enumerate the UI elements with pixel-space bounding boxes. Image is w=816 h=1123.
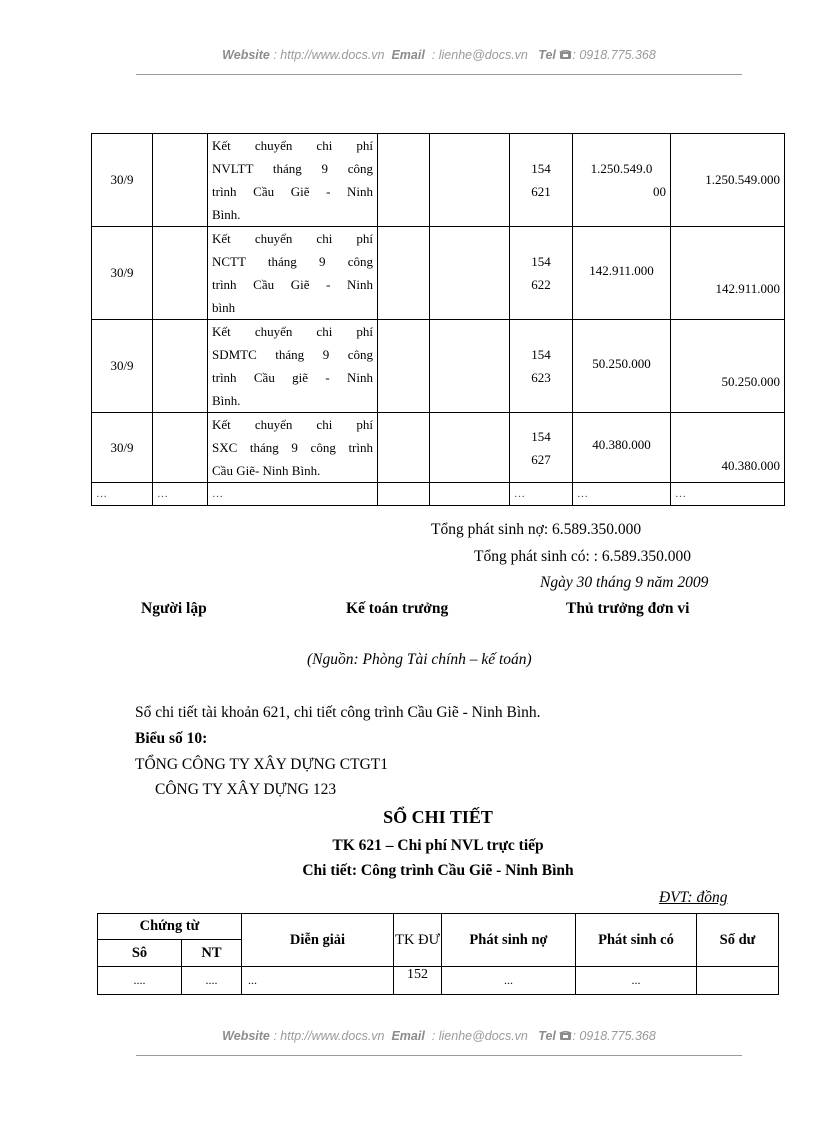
email-value[interactable]: lienhe@docs.vn <box>438 48 528 62</box>
page-header: Website : http://www.docs.vn Email : lienhe@docs.vn Tel : 0918.775.368 <box>222 48 656 62</box>
debit-line: 50.250.000 <box>592 356 651 371</box>
row-blank-2 <box>430 134 510 227</box>
cell-desc: ... <box>242 967 394 995</box>
signature-preparer: Người lập <box>141 600 207 617</box>
phone-icon <box>559 49 572 60</box>
row-description <box>208 134 378 227</box>
description-line: trình Cầu Giẽ - Ninh <box>212 184 373 199</box>
description-line: NVLTT tháng 9 công <box>212 161 373 176</box>
footer-email-label: Email <box>391 1029 425 1043</box>
footer-tel-value: 0918.775.368 <box>579 1029 656 1043</box>
description-line: Kết chuyển chi phí <box>212 417 373 432</box>
tel-value: 0918.775.368 <box>579 48 656 62</box>
row-debit <box>573 227 671 320</box>
phone-icon <box>559 1030 572 1041</box>
footer-website-label: Website <box>222 1029 270 1043</box>
cell-date: .... <box>182 967 242 995</box>
ledger-ellipsis-row <box>92 483 785 506</box>
debit-line: 00 <box>653 184 666 199</box>
row-tk <box>510 320 573 413</box>
row-debit <box>573 134 671 227</box>
footer-email-value[interactable]: lienhe@docs.vn <box>438 1029 528 1043</box>
ledger-row <box>92 320 785 413</box>
row-tk <box>510 413 573 483</box>
total-credit: Tổng phát sinh có: : 6.589.350.000 <box>474 548 691 565</box>
header-voucher-date: NT <box>182 940 242 967</box>
description-line: NCTT tháng 9 công <box>212 254 373 269</box>
description-line: trình Cầu Giẽ - Ninh <box>212 277 373 292</box>
row-tk <box>510 134 573 227</box>
ellipsis-cell <box>430 483 510 506</box>
ellipsis-cell: … <box>671 483 785 506</box>
row-blank-1 <box>378 320 430 413</box>
row-date: 30/9 <box>92 227 153 320</box>
ledger-title: SỔ CHI TIẾT <box>383 807 493 827</box>
ledger-row <box>92 227 785 320</box>
tk-line: 154 <box>531 347 551 362</box>
description-line: SXC tháng 9 công trình <box>212 440 373 455</box>
header-description: Diễn giải <box>242 914 394 967</box>
ellipsis-cell <box>378 483 430 506</box>
signature-chief-accountant: Kế toán trưởng <box>346 600 449 617</box>
row-blank-1 <box>378 134 430 227</box>
source-note: (Nguồn: Phòng Tài chính – kế toán) <box>307 651 532 668</box>
form-number: Biểu số 10: <box>135 730 208 747</box>
debit-line: 40.380.000 <box>592 437 651 452</box>
description-line: bình <box>212 300 236 315</box>
row-balance: 40.380.000 <box>671 413 785 483</box>
email-label: Email <box>391 48 425 62</box>
footer-divider <box>136 1055 742 1056</box>
description-line: Kết chuyển chi phí <box>212 324 373 339</box>
cell-debit: ... <box>442 967 576 995</box>
description-line: Cầu Giẽ- Ninh Bình. <box>212 463 321 478</box>
footer-tel-label: Tel <box>538 1029 556 1043</box>
tel-label: Tel <box>538 48 556 62</box>
ellipsis-cell: … <box>510 483 573 506</box>
corp-name: TỔNG CÔNG TY XÂY DỰNG CTGT1 <box>135 756 388 773</box>
website-url[interactable]: http://www.docs.vn <box>280 48 385 62</box>
cell-tk: 152 <box>394 967 442 995</box>
ellipsis-cell: … <box>208 483 378 506</box>
page-footer: Website : http://www.docs.vn Email : lienhe@docs.vn Tel : 0918.775.368 <box>222 1029 656 1043</box>
ledger-row <box>92 413 785 483</box>
cell-balance <box>697 967 779 995</box>
row-voucher <box>153 227 208 320</box>
header-credit: Phát sinh có <box>576 914 697 967</box>
cell-credit: ... <box>576 967 697 995</box>
row-voucher <box>153 320 208 413</box>
ellipsis-cell: … <box>573 483 671 506</box>
description-line: Bình. <box>212 393 241 408</box>
row-blank-1 <box>378 227 430 320</box>
description-line: trình Cầu giẽ - Ninh <box>212 370 373 385</box>
tk-line: 154 <box>531 161 551 176</box>
row-blank-2 <box>430 320 510 413</box>
sign-date: Ngày 30 tháng 9 năm 2009 <box>540 574 709 591</box>
unit-label: ĐVT: đồng <box>659 889 728 906</box>
website-label: Website <box>222 48 270 62</box>
tk-line: 622 <box>531 277 551 292</box>
tk-line: 154 <box>531 254 551 269</box>
description-line: SDMTC tháng 9 công <box>212 347 373 362</box>
signature-head: Thủ trưởng đơn vi <box>566 600 690 617</box>
footer-website-url[interactable]: http://www.docs.vn <box>280 1029 385 1043</box>
detail-table <box>97 913 779 995</box>
row-blank-2 <box>430 227 510 320</box>
header-divider <box>136 74 742 75</box>
row-description <box>208 413 378 483</box>
cell-no: .... <box>98 967 182 995</box>
row-description <box>208 320 378 413</box>
row-voucher <box>153 134 208 227</box>
header-voucher: Chứng từ <box>98 914 242 940</box>
row-balance: 142.911.000 <box>671 227 785 320</box>
row-date: 30/9 <box>92 134 153 227</box>
row-debit <box>573 413 671 483</box>
ellipsis-cell: … <box>92 483 153 506</box>
row-voucher <box>153 413 208 483</box>
row-blank-2 <box>430 413 510 483</box>
row-balance: 1.250.549.000 <box>671 134 785 227</box>
tk-line: 623 <box>531 370 551 385</box>
debit-line: 142.911.000 <box>589 263 654 278</box>
debit-line: 1.250.549.0 <box>590 161 653 176</box>
tk-line: 627 <box>531 451 551 467</box>
tk-line: 154 <box>531 428 551 444</box>
row-description <box>208 227 378 320</box>
ledger-detail: Chi tiết: Công trình Cầu Giẽ - Ninh Bình <box>302 862 574 879</box>
header-tk: TK ĐƯ <box>394 914 442 967</box>
row-tk <box>510 227 573 320</box>
header-debit: Phát sinh nợ <box>442 914 576 967</box>
intro-text: Sổ chi tiết tài khoản 621, chi tiết công trình Cầu Giẽ - Ninh Bình. <box>135 704 541 721</box>
company-name: CÔNG TY XÂY DỰNG 123 <box>155 781 337 798</box>
row-debit <box>573 320 671 413</box>
ellipsis-cell: … <box>153 483 208 506</box>
row-balance: 50.250.000 <box>671 320 785 413</box>
ledger-table <box>91 133 785 506</box>
description-line: Bình. <box>212 207 241 222</box>
ledger-row <box>92 134 785 227</box>
row-date: 30/9 <box>92 413 153 483</box>
row-date: 30/9 <box>92 320 153 413</box>
header-balance: Số dư <box>697 914 779 967</box>
header-voucher-no: Sô <box>98 940 182 967</box>
row-blank-1 <box>378 413 430 483</box>
ledger-subtitle: TK 621 – Chi phí NVL trực tiếp <box>332 837 544 854</box>
description-line: Kết chuyển chi phí <box>212 231 373 246</box>
tk-line: 621 <box>531 184 551 199</box>
description-line: Kết chuyển chi phí <box>212 138 373 153</box>
total-debit: Tổng phát sinh nợ: 6.589.350.000 <box>431 521 642 538</box>
